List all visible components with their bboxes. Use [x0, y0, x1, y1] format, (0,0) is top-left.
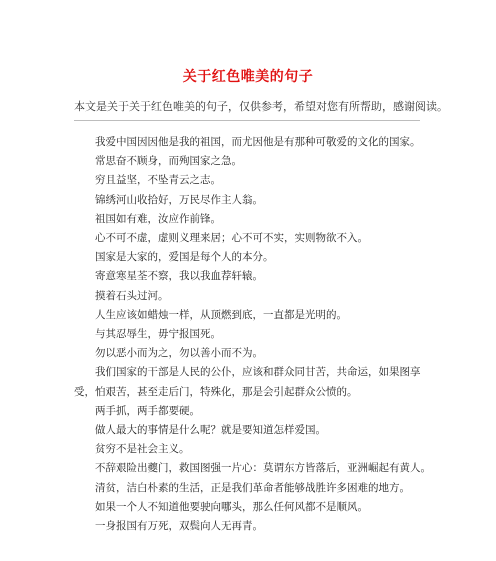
- paragraph: 一身报国有万死，双鬓向人无再青。: [95, 520, 263, 533]
- paragraph: 摸着石头过河。: [95, 289, 169, 302]
- document-body: [74, 133, 431, 536]
- document-intro: 本文是关于关于红色唯美的句子，仅供参考，希望对您有所帮助，感谢阅读。: [74, 100, 448, 113]
- paragraph: 我们国家的干部是人民的公仆，应该和群众同甘苦，共命运，如果图享受，怕艰苦，甚至走后门，特殊化，那是会引起群众公愤的。: [74, 366, 421, 398]
- paragraph: 如果一个人不知道他要驶向哪头，那么任何风都不是顺风。: [95, 500, 368, 513]
- paragraph: 我爱中国因因他是我的祖国，而尤因他是有那种可敬爱的文化的国家。: [95, 136, 421, 148]
- paragraph: 不辞艰险出夔门，救国图强一片心：莫谓东方皆落后，亚洲崛起有黄人。: [95, 462, 431, 475]
- paragraph: 国家是大家的，爱国是每个人的本分。: [95, 251, 274, 264]
- paragraph: 寄意寒星荃不察，我以我血荐轩辕。: [95, 270, 263, 283]
- paragraph: 清贫，洁白朴素的生活，正是我们革命者能够战胜许多困难的地方。: [95, 481, 410, 494]
- paragraph: 人生应该如蜡烛一样，从顶燃到底，一直都是光明的。: [95, 308, 347, 321]
- paragraph: 心不可不虚，虚则义理来居；心不可不实，实则物欲不入。: [95, 232, 368, 245]
- paragraph: 锦绣河山收拾好，万民尽作主人翁。: [95, 193, 263, 206]
- paragraph: 穷且益坚，不坠青云之志。: [95, 174, 221, 187]
- document-title: 关于红色唯美的句子: [182, 69, 314, 85]
- paragraph: 与其忍辱生，毋宁报国死。: [95, 328, 221, 341]
- paragraph: 两手抓，两手都要硬。: [95, 404, 200, 417]
- title-divider: [74, 120, 420, 121]
- paragraph: 贫穷不是社会主义。: [95, 443, 190, 456]
- paragraph: 祖国如有难，汝应作前锋。: [95, 212, 221, 225]
- paragraph: 常思奋不顾身，而殉国家之急。: [95, 155, 242, 168]
- paragraph: 做人最大的事情是什么呢？就是要知道怎样爱国。: [95, 424, 326, 437]
- paragraph: 勿以恶小而为之，勿以善小而不为。: [95, 347, 263, 360]
